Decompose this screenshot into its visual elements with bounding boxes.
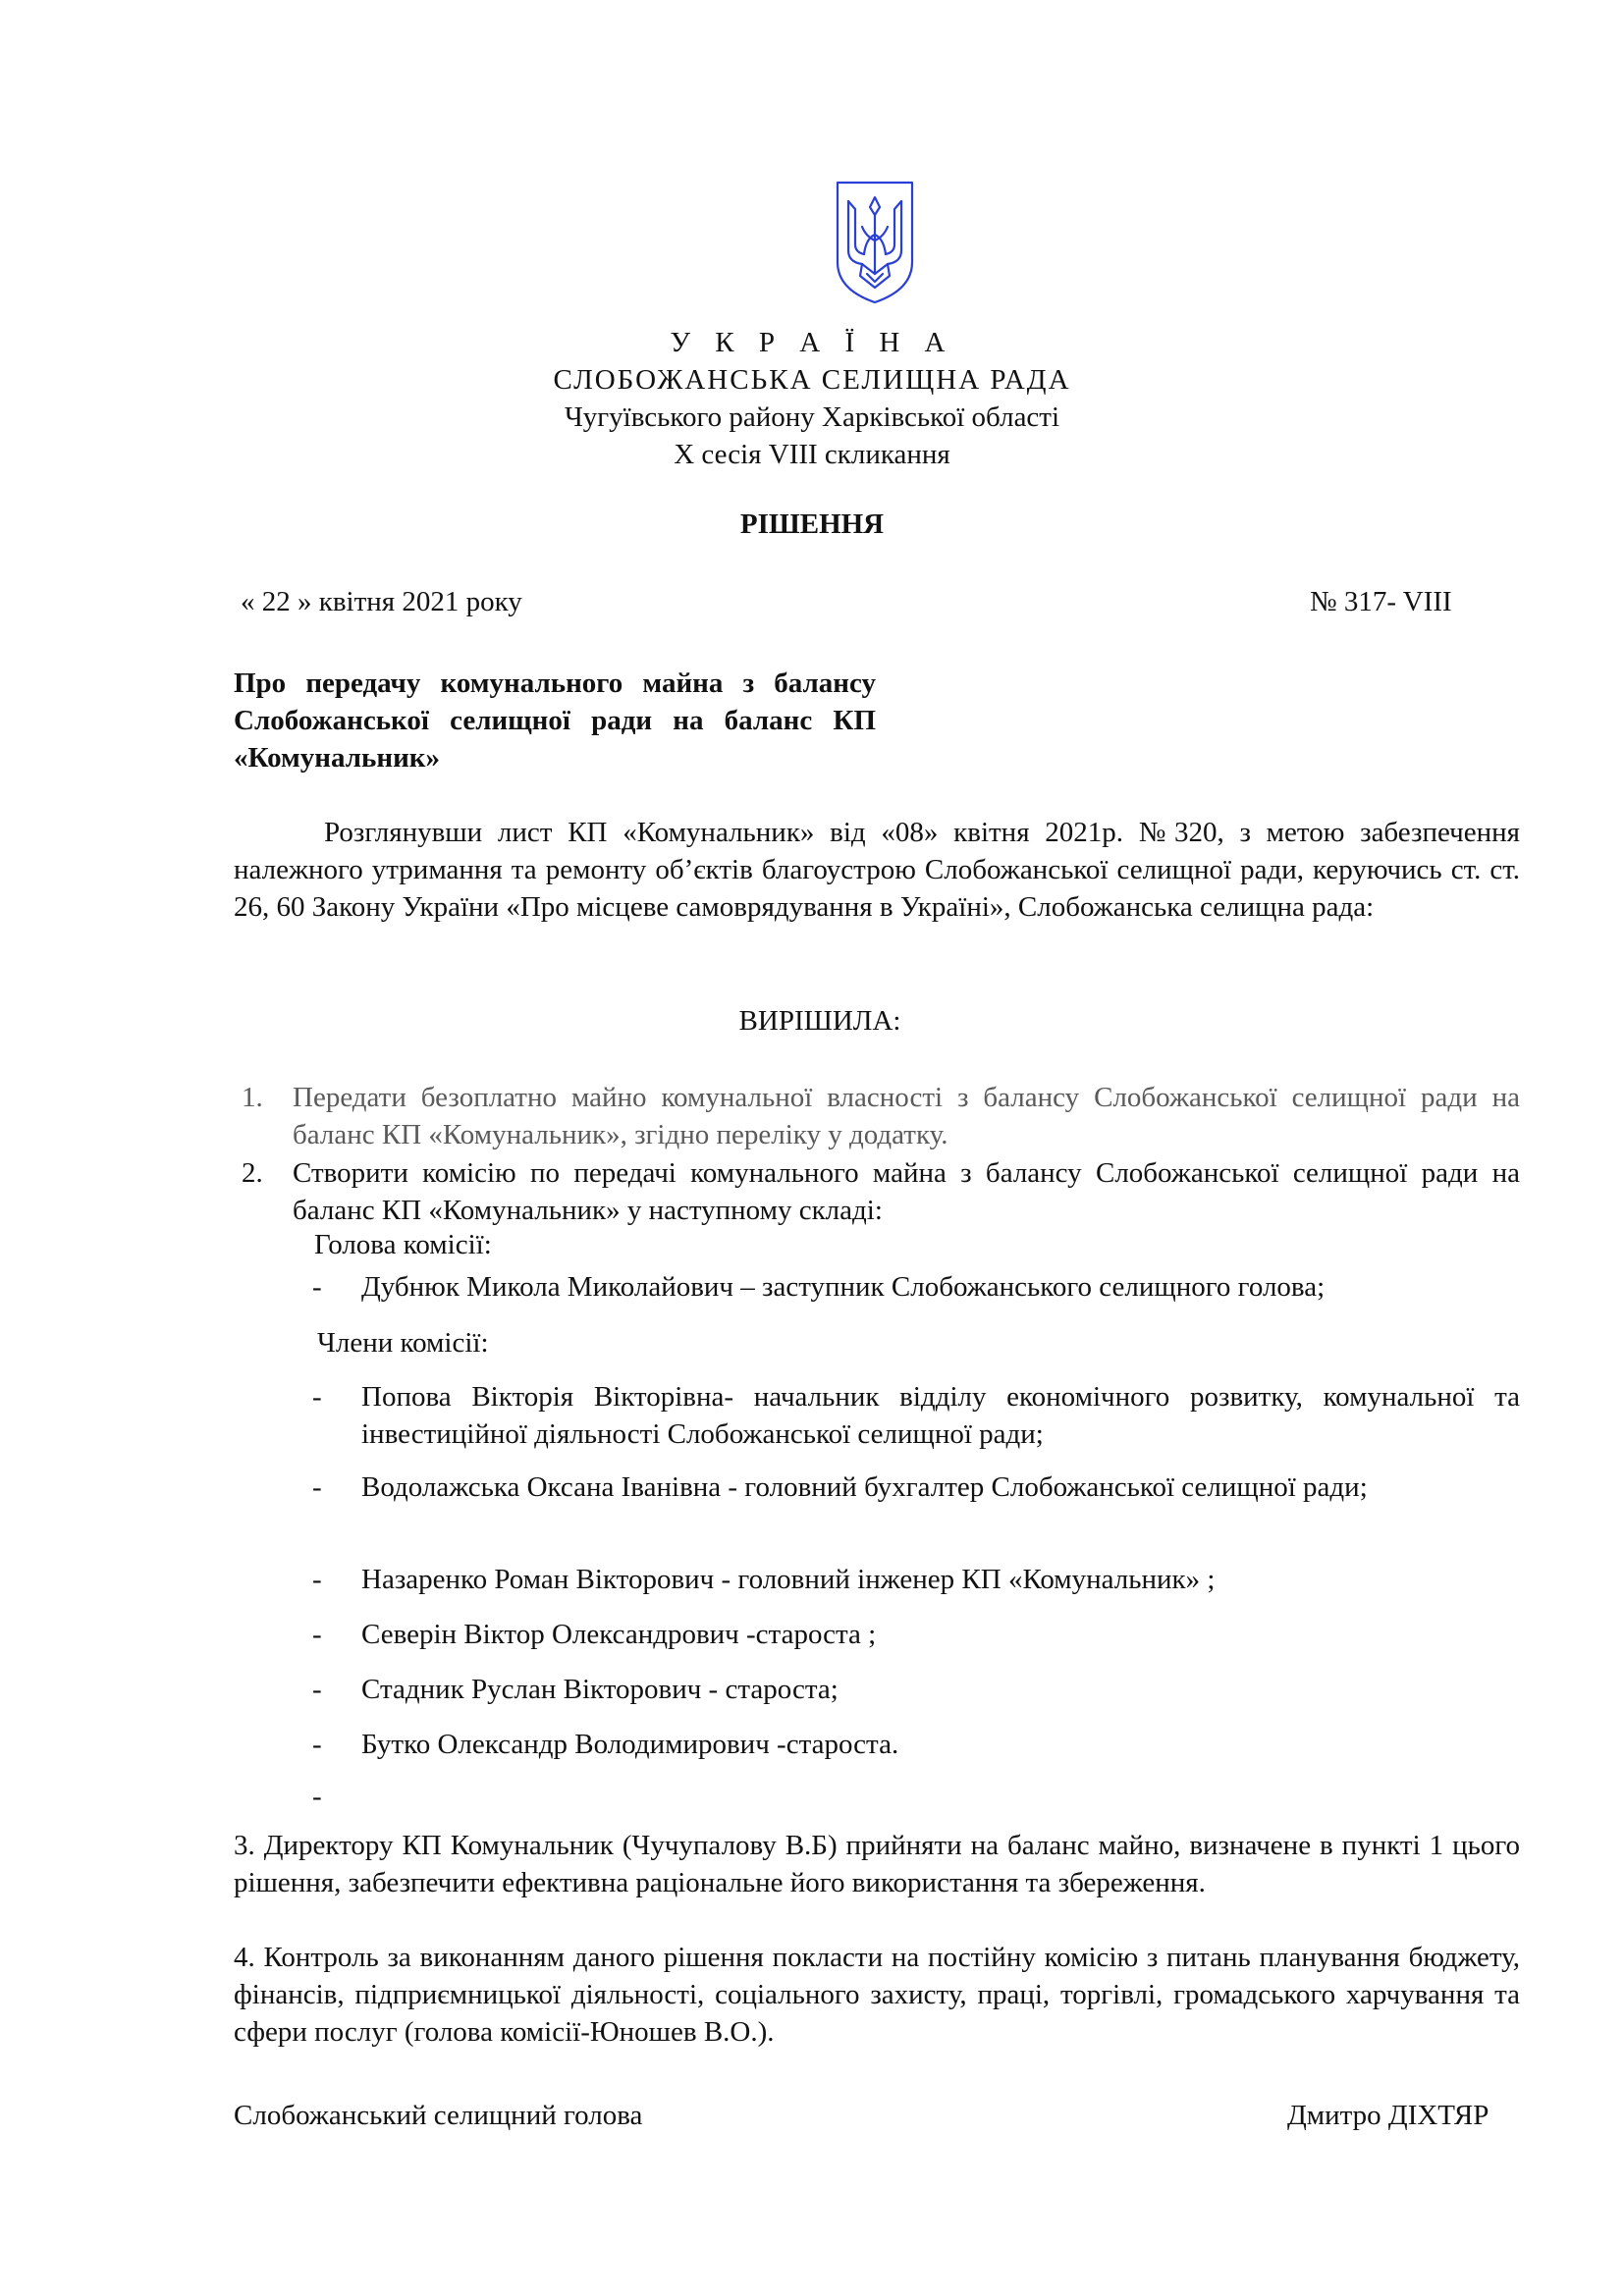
list-dash: - [312,1729,322,1760]
member-text: Северін Віктор Олександрович -староста ; [361,1619,877,1650]
list-dash: - [312,1471,322,1503]
member-text: Бутко Олександр Володимирович -староста. [361,1729,899,1760]
signatory-name: Дмитро ДІХТЯР [1287,2100,1489,2131]
decision-subject: Про передачу комунального майна з балансу Слобожанської селищної ради на баланс КП «Комунальник» [234,667,876,774]
list-dash: - [312,1619,322,1650]
commission-head [312,1268,1520,1306]
list-dash: - [312,1271,322,1303]
decision-date: « 22 » квітня 2021 року [241,586,522,617]
decision-number: № 317- VIII [1310,586,1452,617]
signatory-title: Слобожанський селищний голова [234,2100,643,2131]
decision-title: РІШЕННЯ [739,508,885,540]
country-name: У К Р А Ї Н А [670,327,954,358]
list-dash: - [312,1381,322,1413]
member-text: Водолажська Оксана Іванівна - головний бухгалтер Слобожанської селищної ради; [361,1471,1368,1503]
trident-coat-of-arms-icon [835,180,915,305]
session-name: Х сесія VIII скликання [674,439,950,470]
commission-member [312,1671,1520,1708]
commission-member [312,1468,1520,1506]
commission-members-label: Члени комісії: [317,1327,489,1359]
commission-member [312,1378,1520,1453]
list-dash: - [312,1674,322,1705]
council-name: СЛОБОЖАНСЬКА СЕЛИЩНА РАДА [553,364,1071,396]
resolution-item-4: 4. Контроль за виконанням даного рішення покласти на постійну комісію з питань планування бюджету, фінансів, підприємницької діяльності, соціального захисту, праці, торгівлі, громадського харчування та сфери послуг (голова комісії-Юношев В.О.). [234,1942,1520,2048]
item-number: 1. [242,1082,263,1113]
member-text: Назаренко Роман Вікторович - головний інженер КП «Комунальник» ; [361,1564,1216,1595]
commission-member [312,1561,1520,1598]
resolution-item-1 [242,1079,1520,1153]
commission-member [312,1726,1520,1763]
list-dash: - [312,1564,322,1595]
member-text: Стадник Руслан Вікторович - староста; [361,1674,839,1705]
empty-list-dash: - [312,1781,322,1812]
resolution-item-2 [242,1154,1520,1229]
item-text: Створити комісію по передачі комунального майна з балансу Слобожанської селищної ради на баланс КП «Комунальник» у наступному складі: [293,1157,1520,1226]
district-name: Чугуївського району Харківської області [564,401,1060,433]
item-text: Передати безоплатно майно комунальної власності з балансу Слобожанської селищної ради на баланс КП «Комунальник», згідно переліку у додатку. [293,1082,1520,1150]
resolved-heading: ВИРІШИЛА: [738,1005,901,1037]
member-text: Дубнюк Микола Миколайович – заступник Слобожанського селищного голова; [361,1271,1326,1303]
preamble-paragraph: Розглянувши лист КП «Комунальник» від «08» квітня 2021р. №320, з метою забезпечення належного утримання та ремонту об’єктів благоустрою Слобожанської селищної ради, керуючись ст. ст. 26, 60 Закону України «Про місцеве самоврядування в Україні», Слобожанська селищна рада: [234,817,1520,923]
commission-head-label: Голова комісії: [314,1229,492,1260]
item-number: 2. [242,1157,263,1189]
document-header [0,324,1624,473]
resolution-item-3: 3. Директору КП Комунальник (Чучупалову В.Б) прийняти на баланс майно, визначене в пункті 1 цього рішення, забезпечити ефективна раціональне його використання та збереження. [234,1830,1520,1898]
commission-member [312,1616,1520,1653]
member-text: Попова Вікторія Вікторівна- начальник відділу економічного розвитку, комунальної та інвестиційної діяльності Слобожанської селищної ради; [361,1381,1520,1450]
